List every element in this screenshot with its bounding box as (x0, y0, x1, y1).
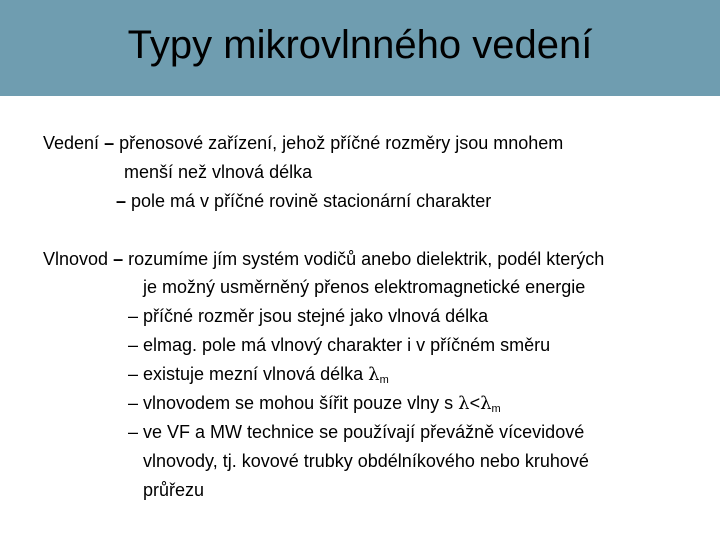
slide-title: Typy mikrovlnného vedení (127, 23, 593, 67)
vlnovod-bullet-4-text: – vlnovodem se mohou šířit pouze vlny s (128, 393, 459, 413)
vlnovod-bullet-5-text-3: průřezu (143, 480, 205, 500)
vlnovod-bullet-2 (128, 334, 550, 356)
lambda-symbol: λ (480, 393, 492, 414)
vedeni-line-2 (124, 161, 312, 183)
vlnovod-bullet-5-text: – ve VF a MW technice se používají převážně vícevidové (128, 422, 585, 442)
title-bar (0, 0, 720, 96)
lambda-subscript: m (491, 403, 501, 415)
vlnovod-bullet-1-text: – příčné rozměr jsou stejné jako vlnová délka (128, 306, 489, 326)
vlnovod-bullet-1 (128, 305, 488, 327)
vlnovod-line-1 (43, 248, 604, 270)
lambda-symbol: λ (458, 393, 470, 414)
vlnovod-bullet-5-text-2: vlnovody, tj. kovové trubky obdélníkového nebo kruhové (143, 451, 589, 471)
vlnovod-bullet-5-cont-1 (143, 450, 589, 472)
vedeni-definition-1: přenosové zařízení, jehož příčné rozměry jsou mnohem (114, 133, 564, 153)
vlnovod-definition-2: je možný usměrněný přenos elektromagnetické energie (143, 277, 586, 297)
vlnovod-definition-1: rozumíme jím systém vodičů anebo dielektrik, podél kterých (123, 249, 605, 269)
lambda-symbol: λ (368, 364, 380, 385)
vedeni-line-1 (43, 132, 563, 154)
vedeni-definition-2: menší než vlnová délka (124, 162, 313, 182)
vlnovod-bullet-5-cont-2 (143, 479, 204, 501)
vlnovod-term: Vlnovod (43, 249, 109, 269)
vedeni-term: Vedení (43, 133, 100, 153)
vedeni-line-3 (116, 190, 491, 212)
vlnovod-bullet-4 (128, 392, 501, 420)
vlnovod-bullet-5 (128, 421, 584, 443)
vlnovod-line-2 (143, 276, 585, 298)
vedeni-dash-1: – (104, 133, 115, 153)
vlnovod-bullet-2-text: – elmag. pole má vlnový charakter i v příčném směru (128, 335, 551, 355)
vlnovod-bullet-3-text: – existuje mezní vlnová délka (128, 364, 369, 384)
vlnovod-dash-1: – (113, 249, 124, 269)
less-than-sign: < (469, 393, 481, 413)
vedeni-dash-2: – (116, 191, 127, 211)
lambda-subscript: m (379, 374, 389, 386)
vedeni-definition-3: pole má v příčné rovině stacionární charakter (126, 191, 492, 211)
vlnovod-bullet-3 (128, 363, 389, 391)
